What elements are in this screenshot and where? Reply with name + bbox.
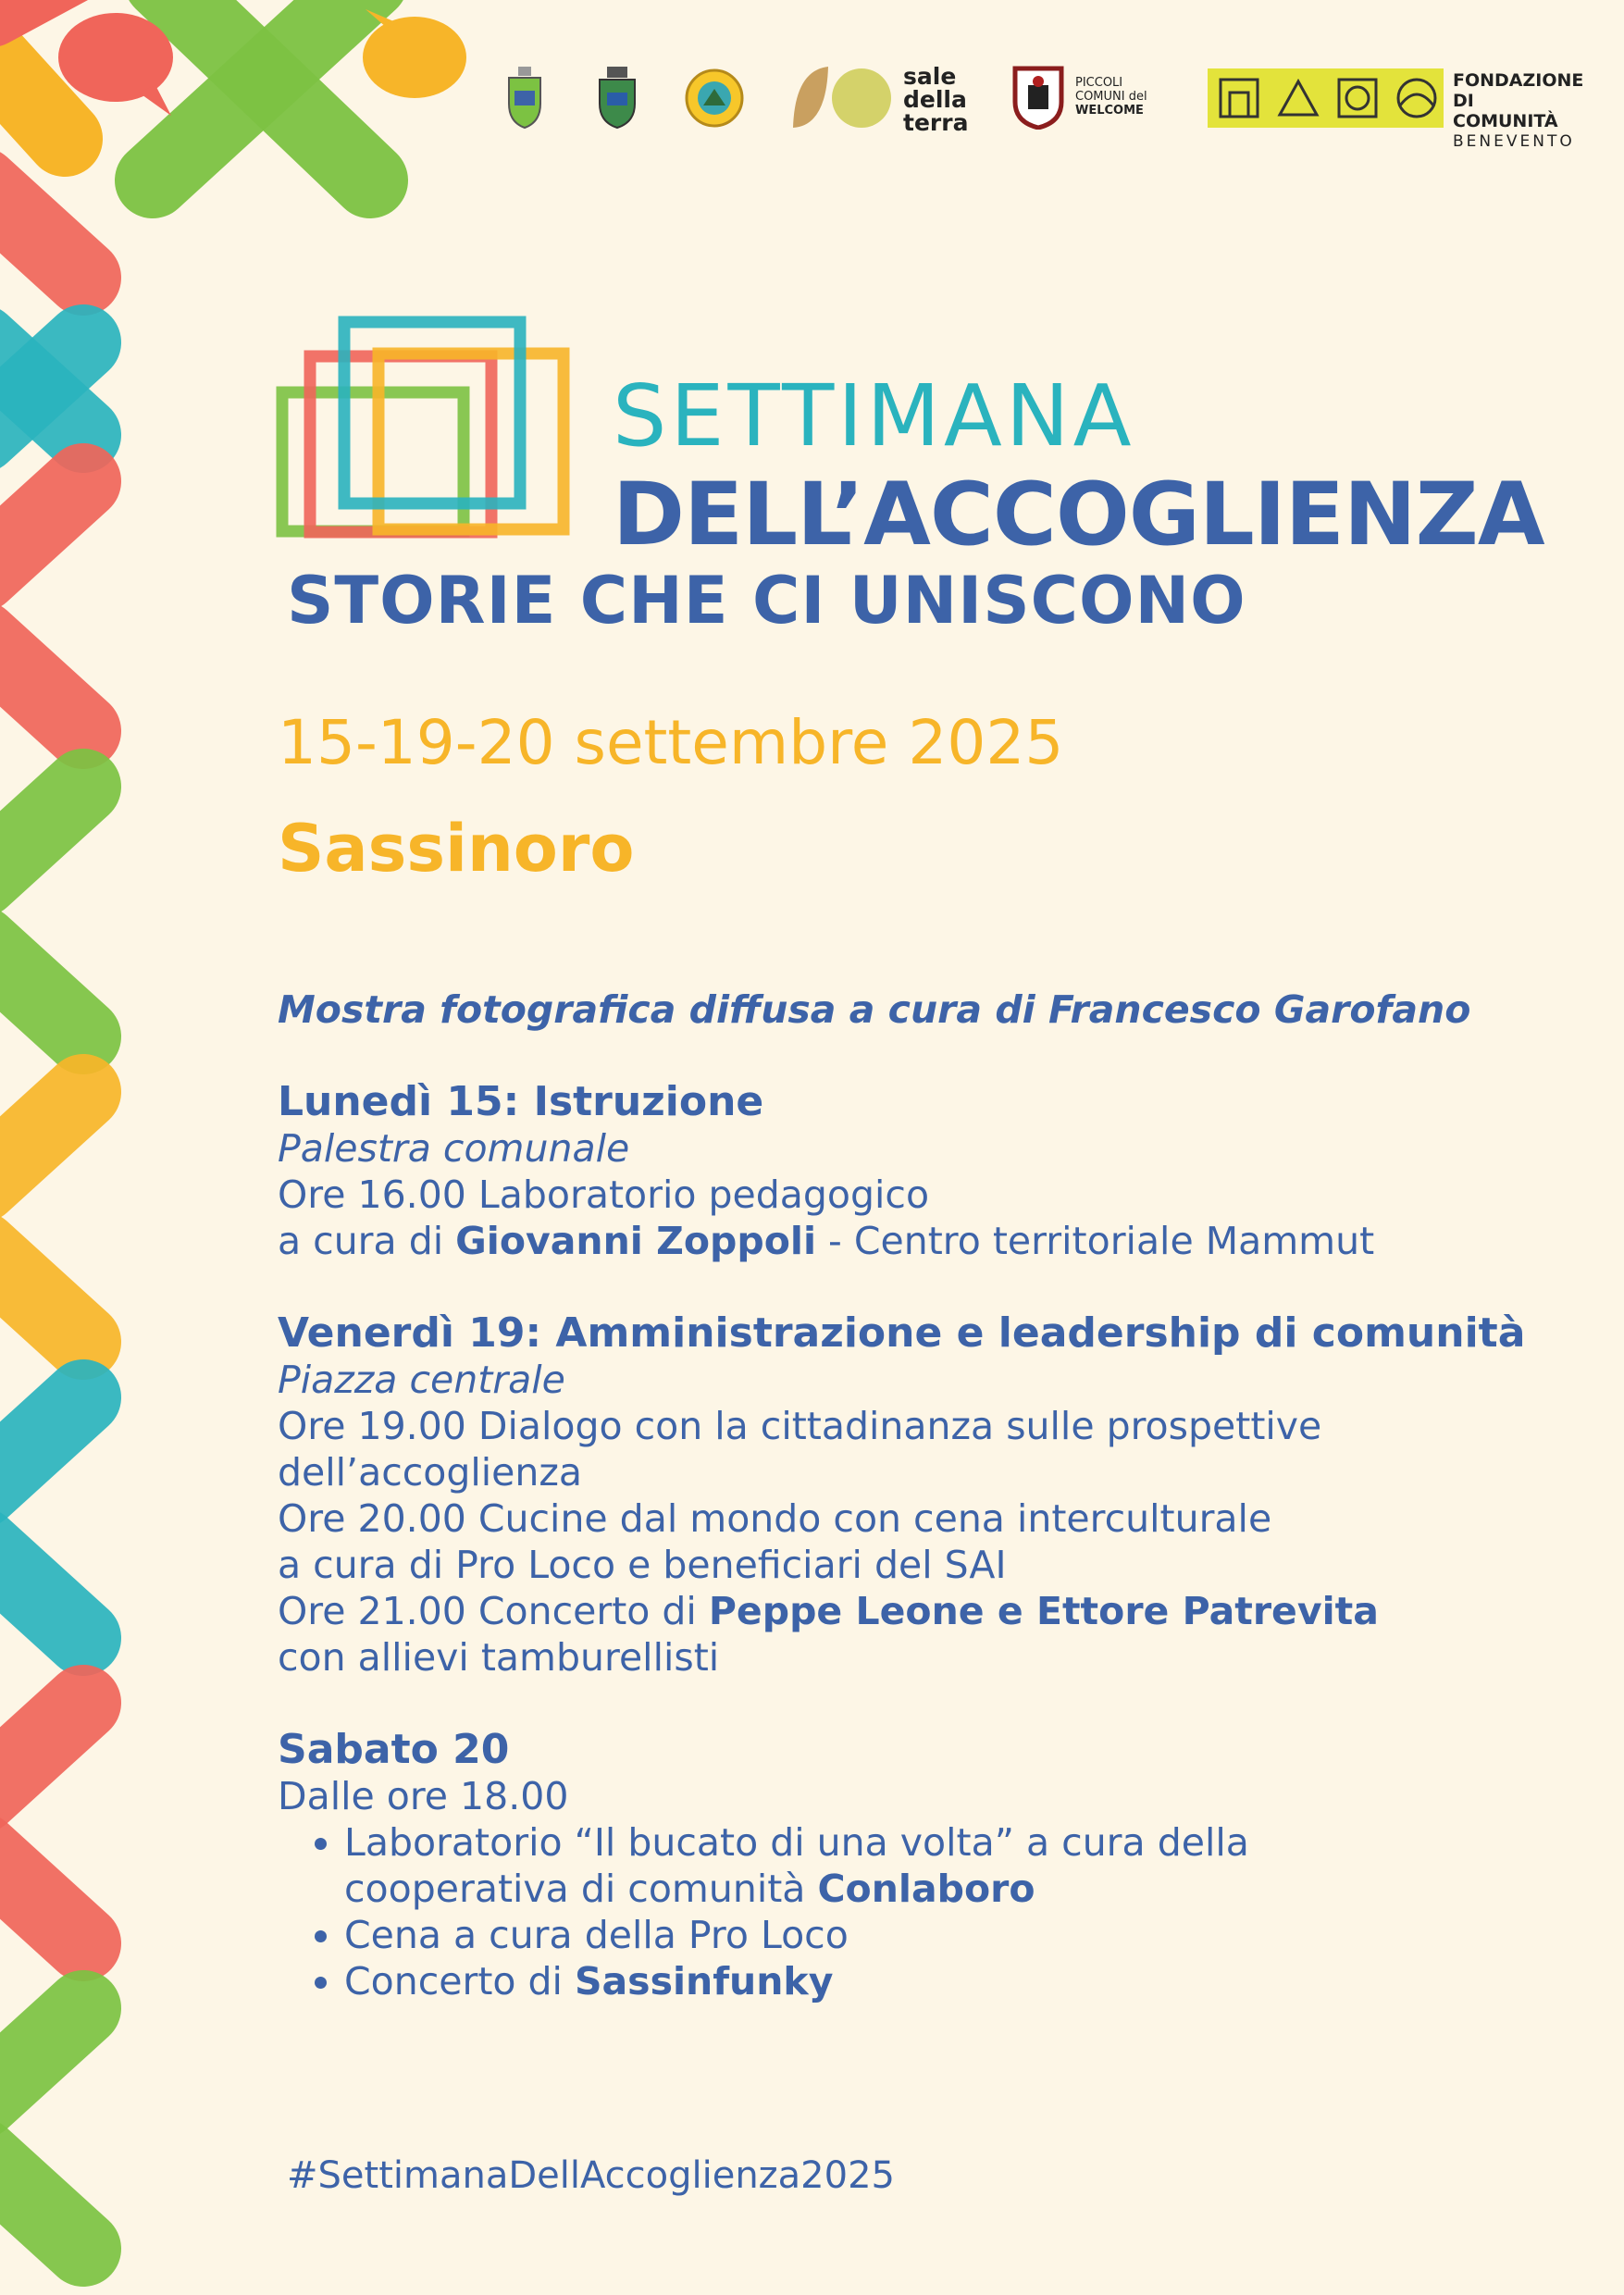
title-line-2: DELL’ACCOGLIENZA bbox=[613, 465, 1544, 565]
list-item: • Cena a cura della Pro Loco bbox=[344, 1912, 1536, 1958]
list-item: • Laboratorio “Il bucato di una volta” a cura della cooperativa di comunità Conlaboro bbox=[344, 1819, 1536, 1912]
monday-venue: Palestra comunale bbox=[278, 1126, 630, 1171]
list-item: • Concerto di Sassinfunky bbox=[344, 1958, 1536, 2004]
friday-line-3: Ore 20.00 Cucine dal mondo con cena interculturale bbox=[278, 1496, 1272, 1541]
hashtag: #SettimanaDellAccoglienza2025 bbox=[287, 2154, 895, 2197]
friday-line-1: Ore 19.00 Dialogo con la cittadinanza sulle prospettive bbox=[278, 1404, 1322, 1448]
event-logo-icon bbox=[275, 315, 571, 546]
event-dates: 15-19-20 settembre 2025 bbox=[278, 707, 1064, 778]
friday-line-5: Ore 21.00 Concerto di Peppe Leone e Ettore Patrevita bbox=[278, 1589, 1379, 1633]
piccoli-comuni-logo: PICCOLI COMUNI del WELCOME bbox=[1075, 76, 1147, 118]
monday-line-2: a cura di Giovanni Zoppoli - Centro territoriale Mammut bbox=[278, 1219, 1375, 1263]
municipality-crest-icon bbox=[594, 65, 640, 130]
event-place: Sassinoro bbox=[278, 811, 635, 887]
saturday-list bbox=[278, 1819, 1536, 2004]
municipality-crest-icon bbox=[502, 65, 548, 130]
partner-logos bbox=[490, 57, 1584, 151]
piccoli-comuni-shield-icon bbox=[1011, 65, 1065, 130]
program bbox=[278, 986, 1536, 2004]
sale-della-terra-logo: sale della terra bbox=[903, 63, 969, 136]
saturday-heading: Sabato 20 bbox=[278, 1726, 510, 1773]
fondazione-logo-text: FONDAZIONE DI COMUNITÀ BENEVENTO bbox=[1453, 70, 1584, 151]
friday-venue: Piazza centrale bbox=[278, 1358, 565, 1402]
fondazione-symbols-icon bbox=[1208, 68, 1444, 128]
seal-logo-icon bbox=[685, 65, 744, 130]
fondazione-logo-box bbox=[1208, 68, 1444, 128]
exhibition-note: Mostra fotografica diffusa a cura di Francesco Garofano bbox=[278, 987, 1471, 1032]
monday-heading: Lunedì 15: Istruzione bbox=[278, 1078, 764, 1125]
friday-line-4: a cura di Pro Loco e beneficiari del SAI bbox=[278, 1543, 1007, 1587]
monday-line-1: Ore 16.00 Laboratorio pedagogico bbox=[278, 1172, 930, 1217]
title-line-1: SETTIMANA bbox=[613, 366, 1135, 465]
friday-heading: Venerdì 19: Amministrazione e leadership di comunità bbox=[278, 1309, 1526, 1357]
saturday-time: Dalle ore 18.00 bbox=[278, 1774, 569, 1818]
friday-line-6: con allievi tamburellisti bbox=[278, 1635, 720, 1680]
event-subtitle: STORIE CHE CI UNISCONO bbox=[287, 563, 1246, 639]
friday-line-2: dell’accoglienza bbox=[278, 1450, 583, 1495]
sale-della-terra-mark-icon bbox=[791, 65, 893, 130]
